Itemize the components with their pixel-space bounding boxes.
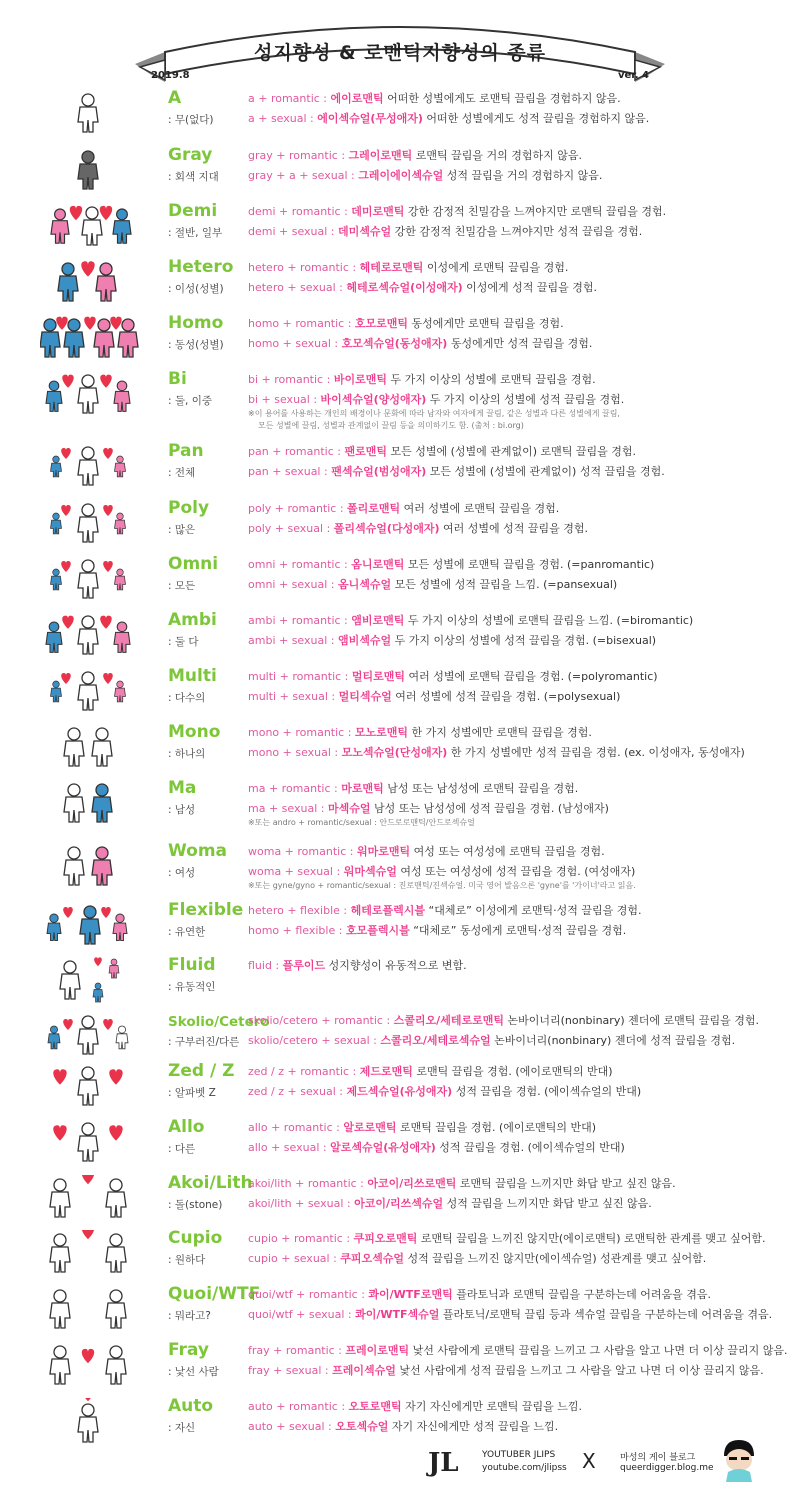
romantic-prefix: cupio + romantic : — [248, 1232, 354, 1245]
romantic-desc: 동성에게만 로맨틱 끌림을 경험. — [408, 317, 564, 330]
sexual-line — [248, 1032, 735, 1048]
footer — [420, 1440, 800, 1490]
sexual-term: 에이섹슈얼(무성애자) — [317, 112, 423, 125]
term-meaning: : 동성(성별) — [168, 339, 224, 351]
jlips-logo: JL — [428, 1448, 459, 1478]
term-name: Pan — [168, 441, 204, 461]
sexual-line — [248, 744, 745, 760]
sexual-line — [248, 1139, 625, 1155]
romantic-term: 팬로맨틱 — [344, 445, 387, 458]
sexual-term: 워마섹슈얼 — [343, 865, 397, 878]
romantic-line — [248, 1398, 582, 1414]
romantic-desc: 남성 또는 남성성에 로맨틱 끌림을 경험. — [383, 782, 579, 795]
term-meaning: : 유동적인 — [168, 981, 216, 993]
sexual-prefix: woma + sexual : — [248, 865, 344, 878]
romantic-line — [248, 902, 642, 918]
sexual-prefix: pan + sexual : — [248, 465, 332, 478]
romantic-term: 헤테로플렉시블 — [350, 904, 426, 917]
people-illustration-icon — [40, 203, 150, 251]
romantic-prefix: demi + romantic : — [248, 205, 352, 218]
people-illustration-icon — [40, 147, 150, 195]
sexual-line — [248, 632, 656, 648]
term-meaning: : 자신 — [168, 1422, 196, 1434]
romantic-desc: “대체로” 이성에게 로맨틱·성적 끌림을 경험. — [425, 904, 642, 917]
romantic-desc: 어떠한 성별에게도 로맨틱 끌림을 경험하지 않음. — [383, 92, 621, 105]
term-meaning: : 알파벳 Z — [168, 1087, 216, 1099]
avatar-icon — [720, 1438, 758, 1482]
romantic-desc: 로맨틱 끌림을 느끼진 않지만(에이로맨틱) 로맨틱한 관계를 맺고 싶어함. — [417, 1232, 766, 1245]
romantic-desc: 여러 성별에 로맨틱 끌림을 경험. — [400, 502, 560, 515]
sexual-desc: 남성 또는 남성성에 성적 끌림을 경험. (남성애자) — [370, 802, 609, 815]
people-illustration-icon — [40, 500, 150, 548]
sexual-term: 옴니섹슈얼 — [337, 578, 392, 591]
sexual-term: 바이섹슈얼(양성애자) — [320, 393, 427, 406]
romantic-prefix: bi + romantic : — [248, 373, 334, 386]
term-meaning: : 둘 다 — [168, 636, 199, 648]
romantic-desc: 로맨틱 끌림을 경험. (에이로맨틱의 반대) — [412, 1065, 613, 1078]
date-label: 2019.8 — [151, 70, 190, 81]
sexual-line — [248, 1083, 641, 1099]
sexual-desc: 성적 끌림을 느끼지만 화답 받고 싶진 않음. — [443, 1197, 652, 1210]
sexual-line — [248, 1418, 558, 1434]
romantic-desc: 논바이너리(nonbinary) 젠더에 로맨틱 끌림을 경험. — [503, 1014, 759, 1027]
romantic-term: 폴리로맨틱 — [347, 502, 401, 515]
term-name: Quoi/WTF — [168, 1284, 261, 1304]
sexual-desc: 논바이너리(nonbinary) 젠더에 성적 끌림을 경험. — [490, 1034, 736, 1047]
romantic-line — [248, 1342, 788, 1358]
romantic-prefix: skolio/cetero + romantic : — [248, 1014, 394, 1027]
sexual-term: 앰비섹슈얼 — [338, 634, 392, 647]
sexual-prefix: skolio/cetero + sexual : — [248, 1034, 381, 1047]
romantic-desc: 성지향성이 유동적으로 변함. — [325, 959, 467, 972]
sexual-line — [248, 688, 620, 704]
sexual-prefix: multi + sexual : — [248, 690, 339, 703]
sexual-line — [248, 335, 592, 351]
romantic-line — [248, 500, 559, 516]
sexual-prefix: akoi/lith + sexual : — [248, 1197, 355, 1210]
romantic-prefix: quoi/wtf + romantic : — [248, 1288, 369, 1301]
term-meaning: : 둘, 이중 — [168, 395, 212, 407]
term-name: Cupio — [168, 1228, 223, 1248]
sexual-prefix: ambi + sexual : — [248, 634, 338, 647]
term-name: Multi — [168, 666, 217, 686]
version-label: ver. 4 — [617, 70, 649, 81]
romantic-line — [248, 371, 596, 387]
romantic-prefix: fluid : — [248, 959, 283, 972]
people-illustration-icon — [40, 1398, 150, 1446]
term-name: Homo — [168, 313, 224, 333]
sexual-term: 콰이/WTF섹슈얼 — [355, 1308, 440, 1321]
romantic-desc: 두 가지 이상의 성별에 로맨틱 끌림을 느낌. (=biromantic) — [404, 614, 694, 627]
romantic-term: 워마로맨틱 — [356, 845, 411, 858]
sexual-term: 오토섹슈얼 — [335, 1420, 389, 1433]
romantic-desc: 강한 감정적 친밀감을 느껴야지만 로맨틱 끌림을 경험. — [404, 205, 667, 218]
romantic-term: 스콜리오/세테로로맨틱 — [393, 1014, 504, 1027]
sexual-prefix: homo + flexible : — [248, 924, 346, 937]
romantic-prefix: mono + romantic : — [248, 726, 355, 739]
sexual-line — [248, 1195, 652, 1211]
romantic-term: 멀티로맨틱 — [351, 670, 406, 683]
people-illustration-icon — [40, 957, 150, 1005]
romantic-prefix: multi + romantic : — [248, 670, 352, 683]
term-meaning: : 구부러진/다른 — [168, 1036, 240, 1048]
romantic-prefix: a + romantic : — [248, 92, 331, 105]
sexual-term: 헤테로섹슈얼(이성애자) — [346, 281, 463, 294]
sexual-desc: 이성에게 성적 끌림을 경험. — [462, 281, 598, 294]
romantic-prefix: akoi/lith + romantic : — [248, 1177, 368, 1190]
romantic-term: 쿠피오로맨틱 — [353, 1232, 418, 1245]
romantic-line — [248, 1012, 759, 1028]
romantic-prefix: auto + romantic : — [248, 1400, 349, 1413]
sexual-line — [248, 922, 626, 938]
sexual-prefix: demi + sexual : — [248, 225, 339, 238]
term-meaning: : 유연한 — [168, 926, 206, 938]
collab-x: X — [582, 1449, 596, 1473]
sexual-prefix: fray + sexual : — [248, 1364, 333, 1377]
romantic-line — [248, 443, 636, 459]
romantic-prefix: poly + romantic : — [248, 502, 348, 515]
term-meaning: : 원하다 — [168, 1254, 206, 1266]
term-meaning: : 다수의 — [168, 692, 206, 704]
sexual-desc: 한 가지 성별에만 성적 끌림을 경험. (ex. 이성애자, 동성애자) — [447, 746, 745, 759]
youtube-url: youtube.com/jlipss — [482, 1463, 567, 1473]
sexual-line — [248, 800, 609, 816]
sexual-line — [248, 576, 617, 592]
romantic-prefix: homo + romantic : — [248, 317, 355, 330]
romantic-term: 앰비로맨틱 — [351, 614, 405, 627]
term-name: A — [168, 88, 182, 108]
romantic-desc: 낯선 사람에게 로맨틱 끌림을 느끼고 그 사람을 알고 나면 더 이상 끌리지 않음. — [409, 1344, 788, 1357]
romantic-desc: 여러 성별에 로맨틱 끌림을 경험. (=polyromantic) — [405, 670, 658, 683]
sexual-line — [248, 1306, 772, 1322]
people-illustration-icon — [40, 612, 150, 660]
sexual-desc: 두 가지 이상의 성별에 성적 끌림을 경험. (=bisexual) — [391, 634, 657, 647]
romantic-term: 헤테로로맨틱 — [359, 261, 424, 274]
term-name: Auto — [168, 1396, 214, 1416]
romantic-line — [248, 1063, 612, 1079]
sexual-line — [248, 520, 588, 536]
sexual-prefix: auto + sexual : — [248, 1420, 336, 1433]
term-name: Mono — [168, 722, 221, 742]
sexual-line — [248, 110, 649, 126]
sexual-term: 멀티섹슈얼 — [338, 690, 392, 703]
romantic-line — [248, 315, 564, 331]
romantic-prefix: gray + romantic : — [248, 149, 349, 162]
term-name: Akoi/Lith — [168, 1173, 253, 1193]
sexual-line — [248, 1250, 706, 1266]
sexual-term: 데미섹슈얼 — [338, 225, 392, 238]
sexual-term: 팬섹슈얼(범성애자) — [331, 465, 427, 478]
blog-name: 마성의 게이 블로그 — [620, 1453, 696, 1463]
romantic-term: 프레이로맨틱 — [345, 1344, 410, 1357]
sexual-prefix: hetero + sexual : — [248, 281, 347, 294]
term-name: Zed / Z — [168, 1061, 235, 1081]
people-illustration-icon — [40, 1119, 150, 1167]
sexual-desc: 성적 끌림을 느끼진 않지만(에이섹슈얼) 성관계를 맺고 싶어함. — [404, 1252, 707, 1265]
romantic-term: 마로맨틱 — [341, 782, 384, 795]
romantic-term: 옴니로맨틱 — [351, 558, 405, 571]
romantic-term: 플루이드 — [282, 959, 326, 972]
romantic-desc: 플라토닉과 로맨틱 끌림을 구분하는데 어려움을 겪음. — [452, 1288, 711, 1301]
sexual-prefix: ma + sexual : — [248, 802, 328, 815]
term-name: Demi — [168, 201, 218, 221]
people-illustration-icon — [40, 1012, 150, 1060]
term-name: Woma — [168, 841, 228, 861]
footnote: ※또는 andro + romantic/sexual : 안드로로맨틱/안드로섹슈얼 — [248, 818, 475, 827]
people-illustration-icon — [40, 315, 150, 363]
people-illustration-icon — [40, 443, 150, 491]
sexual-line — [248, 391, 624, 407]
sexual-term: 아코이/리쓰섹슈얼 — [354, 1197, 444, 1210]
romantic-line — [248, 612, 693, 628]
term-name: Skolio/Cetero — [168, 1014, 270, 1030]
people-illustration-icon — [40, 668, 150, 716]
title-banner — [135, 12, 665, 82]
term-name: Bi — [168, 369, 187, 389]
sexual-prefix: a + sexual : — [248, 112, 318, 125]
romantic-term: 모노로맨틱 — [354, 726, 409, 739]
people-illustration-icon — [40, 1230, 150, 1278]
term-meaning: : 이성(성별) — [168, 283, 224, 295]
people-illustration-icon — [40, 724, 150, 772]
sexual-line — [248, 463, 665, 479]
sexual-desc: “대체로” 동성에게 로맨틱·성적 끌림을 경험. — [409, 924, 627, 937]
romantic-line — [248, 668, 658, 684]
romantic-term: 아코이/리쓰로맨틱 — [367, 1177, 457, 1190]
romantic-prefix: ma + romantic : — [248, 782, 342, 795]
sexual-desc: 여성 또는 여성성에 성적 끌림을 경험. (여성애자) — [396, 865, 636, 878]
sexual-desc: 강한 감정적 친밀감을 느껴야지만 성적 끌림을 경험. — [391, 225, 643, 238]
term-meaning: : 전체 — [168, 467, 196, 479]
sexual-prefix: homo + sexual : — [248, 337, 342, 350]
sexual-prefix: gray + a + sexual : — [248, 169, 359, 182]
sexual-desc: 두 가지 이상의 성별에 성적 끌림을 경험. — [426, 393, 625, 406]
sexual-prefix: bi + sexual : — [248, 393, 321, 406]
footnote: ※이 용어를 사용하는 개인의 배경이나 문화에 따라 남자와 여자에게 끌림, 같은 성별과 다른 성별에게 끌림, — [248, 409, 620, 418]
sexual-prefix: mono + sexual : — [248, 746, 342, 759]
romantic-prefix: woma + romantic : — [248, 845, 357, 858]
romantic-line — [248, 1119, 596, 1135]
romantic-line — [248, 147, 582, 163]
romantic-prefix: zed / z + romantic : — [248, 1065, 360, 1078]
people-illustration-icon — [40, 90, 150, 138]
sexual-desc: 모든 성별에 (성별에 관계없이) 성적 끌림을 경험. — [426, 465, 665, 478]
term-meaning: : 뭐라고? — [168, 1310, 211, 1322]
sexual-desc: 동성에게만 성적 끌림을 경험. — [447, 337, 593, 350]
romantic-desc: 두 가지 이상의 성별에 로맨틱 끌림을 경험. — [386, 373, 596, 386]
term-meaning: : 절반, 일부 — [168, 227, 223, 239]
people-illustration-icon — [40, 843, 150, 891]
romantic-desc: 이성에게 로맨틱 끌림을 경험. — [423, 261, 569, 274]
romantic-term: 바이로맨틱 — [333, 373, 387, 386]
sexual-line — [248, 279, 597, 295]
romantic-desc: 여성 또는 여성성에 로맨틱 끌림을 경험. — [410, 845, 605, 858]
romantic-prefix: ambi + romantic : — [248, 614, 352, 627]
romantic-term: 제드로맨틱 — [359, 1065, 413, 1078]
romantic-term: 에이로맨틱 — [330, 92, 384, 105]
term-meaning: : 모든 — [168, 580, 196, 592]
people-illustration-icon — [40, 1286, 150, 1334]
youtuber-name: YOUTUBER JLIPS — [482, 1450, 556, 1460]
term-name: Poly — [168, 498, 210, 518]
term-meaning: : 낯선 사람 — [168, 1366, 219, 1378]
romantic-line — [248, 259, 568, 275]
sexual-desc: 자기 자신에게만 성적 끌림을 느낌. — [388, 1420, 559, 1433]
romantic-prefix: hetero + flexible : — [248, 904, 351, 917]
romantic-term: 그레이로맨틱 — [348, 149, 413, 162]
sexual-term: 알로섹슈얼(유성애자) — [330, 1141, 436, 1154]
term-name: Ambi — [168, 610, 217, 630]
sexual-desc: 낯선 사람에게 성적 끌림을 느끼고 그 사람을 알고 나면 더 이상 끌리지 않음. — [395, 1364, 764, 1377]
term-name: Allo — [168, 1117, 205, 1137]
sexual-term: 모노섹슈얼(단성애자) — [341, 746, 448, 759]
romantic-term: 오토로맨틱 — [348, 1400, 402, 1413]
term-meaning: : 다른 — [168, 1143, 196, 1155]
term-meaning: : 많은 — [168, 524, 196, 536]
sexual-term: 폴리섹슈얼(다성애자) — [333, 522, 440, 535]
romantic-prefix: fray + romantic : — [248, 1344, 346, 1357]
sexual-desc: 모든 성별에 성적 끌림을 느낌. (=pansexual) — [391, 578, 618, 591]
sexual-term: 그레이에이섹슈얼 — [358, 169, 444, 182]
sexual-term: 호모섹슈얼(동성애자) — [341, 337, 448, 350]
romantic-desc: 로맨틱 끌림을 경험. (에이로맨틱의 반대) — [396, 1121, 597, 1134]
term-meaning: : 회색 지대 — [168, 171, 219, 183]
sexual-line — [248, 1362, 764, 1378]
romantic-line — [248, 1175, 676, 1191]
sexual-line — [248, 167, 602, 183]
romantic-desc: 자기 자신에게만 로맨틱 끌림을 느낌. — [401, 1400, 583, 1413]
page-title: 성지향성 & 로맨틱지향성의 종류 — [253, 42, 547, 64]
sexual-term: 프레이섹슈얼 — [332, 1364, 396, 1377]
term-name: Flexible — [168, 900, 244, 920]
romantic-line — [248, 556, 654, 572]
people-illustration-icon — [40, 780, 150, 828]
term-meaning: : 남성 — [168, 804, 196, 816]
romantic-line — [248, 90, 621, 106]
romantic-desc: 한 가지 성별에만 로맨틱 끌림을 경험. — [408, 726, 592, 739]
sexual-desc: 성적 끌림을 경험. (에이섹슈얼의 반대) — [435, 1141, 625, 1154]
romantic-prefix: allo + romantic : — [248, 1121, 344, 1134]
romantic-term: 알로로맨틱 — [343, 1121, 397, 1134]
term-meaning: : 하나의 — [168, 748, 206, 760]
romantic-desc: 로맨틱 끌림을 느끼지만 화답 받고 싶진 않음. — [456, 1177, 676, 1190]
romantic-desc: 로맨틱 끌림을 거의 경험하지 않음. — [412, 149, 583, 162]
sexual-line — [248, 863, 635, 879]
term-name: Ma — [168, 778, 197, 798]
sexual-prefix: poly + sexual : — [248, 522, 334, 535]
romantic-line — [248, 1230, 766, 1246]
footnote: ※또는 gyne/gyno + romantic/sexual : 진로맨틱/진섹슈얼. 미국 영어 발음으론 'gyne'를 '가이너'라고 읽음. — [248, 881, 636, 890]
romantic-term: 콰이/WTF로맨틱 — [368, 1288, 453, 1301]
term-meaning: : 여성 — [168, 867, 196, 879]
people-illustration-icon — [40, 1175, 150, 1223]
sexual-term: 마섹슈얼 — [327, 802, 371, 815]
sexual-desc: 성적 끌림을 경험. (에이섹슈얼의 반대) — [452, 1085, 642, 1098]
term-meaning: : 무(없다) — [168, 114, 214, 126]
people-illustration-icon — [40, 1063, 150, 1111]
romantic-prefix: pan + romantic : — [248, 445, 345, 458]
term-name: Omni — [168, 554, 219, 574]
romantic-prefix: omni + romantic : — [248, 558, 352, 571]
sexual-term: 호모플렉시블 — [345, 924, 410, 937]
sexual-prefix: cupio + sexual : — [248, 1252, 341, 1265]
sexual-prefix: omni + sexual : — [248, 578, 338, 591]
people-illustration-icon — [40, 371, 150, 419]
sexual-term: 쿠피오섹슈얼 — [340, 1252, 405, 1265]
sexual-desc: 어떠한 성별에게도 성적 끌림을 경험하지 않음. — [422, 112, 650, 125]
sexual-line — [248, 223, 642, 239]
people-illustration-icon — [40, 259, 150, 307]
romantic-line — [248, 724, 592, 740]
term-meaning: : 돌(stone) — [168, 1199, 223, 1211]
sexual-prefix: quoi/wtf + sexual : — [248, 1308, 356, 1321]
romantic-line — [248, 1286, 711, 1302]
romantic-desc: 모든 성별에 로맨틱 끌림을 경험. (=panromantic) — [404, 558, 655, 571]
sexual-term: 제드섹슈얼(유성애자) — [346, 1085, 453, 1098]
romantic-term: 호모로맨틱 — [354, 317, 409, 330]
people-illustration-icon — [40, 1342, 150, 1390]
people-illustration-icon — [40, 556, 150, 604]
term-name: Gray — [168, 145, 213, 165]
blog-url: queerdigger.blog.me — [620, 1463, 714, 1473]
term-name: Hetero — [168, 257, 234, 277]
sexual-desc: 여러 성별에 성적 끌림을 경험. — [439, 522, 588, 535]
romantic-line — [248, 843, 605, 859]
romantic-term: 데미로맨틱 — [351, 205, 405, 218]
sexual-desc: 성적 끌림을 거의 경험하지 않음. — [443, 169, 603, 182]
footnote: 모든 성별에 끌림, 성별과 관계없이 끌림 등을 의미하기도 함. (출처 : bi.org) — [258, 421, 524, 430]
sexual-term: 스콜리오/세테로섹슈얼 — [380, 1034, 491, 1047]
sexual-desc: 여러 성별에 성적 끌림을 경험. (=polysexual) — [391, 690, 621, 703]
romantic-prefix: hetero + romantic : — [248, 261, 360, 274]
romantic-line — [248, 957, 467, 973]
sexual-prefix: allo + sexual : — [248, 1141, 331, 1154]
people-illustration-icon — [40, 902, 150, 950]
term-name: Fray — [168, 1340, 209, 1360]
romantic-line — [248, 203, 666, 219]
sexual-desc: 플라토닉/로맨틱 끌림 등과 섹슈얼 끌림을 구분하는데 어려움을 겪음. — [439, 1308, 773, 1321]
term-name: Fluid — [168, 955, 216, 975]
sexual-prefix: zed / z + sexual : — [248, 1085, 347, 1098]
romantic-line — [248, 780, 578, 796]
romantic-desc: 모든 성별에 (성별에 관계없이) 로맨틱 끌림을 경험. — [386, 445, 637, 458]
